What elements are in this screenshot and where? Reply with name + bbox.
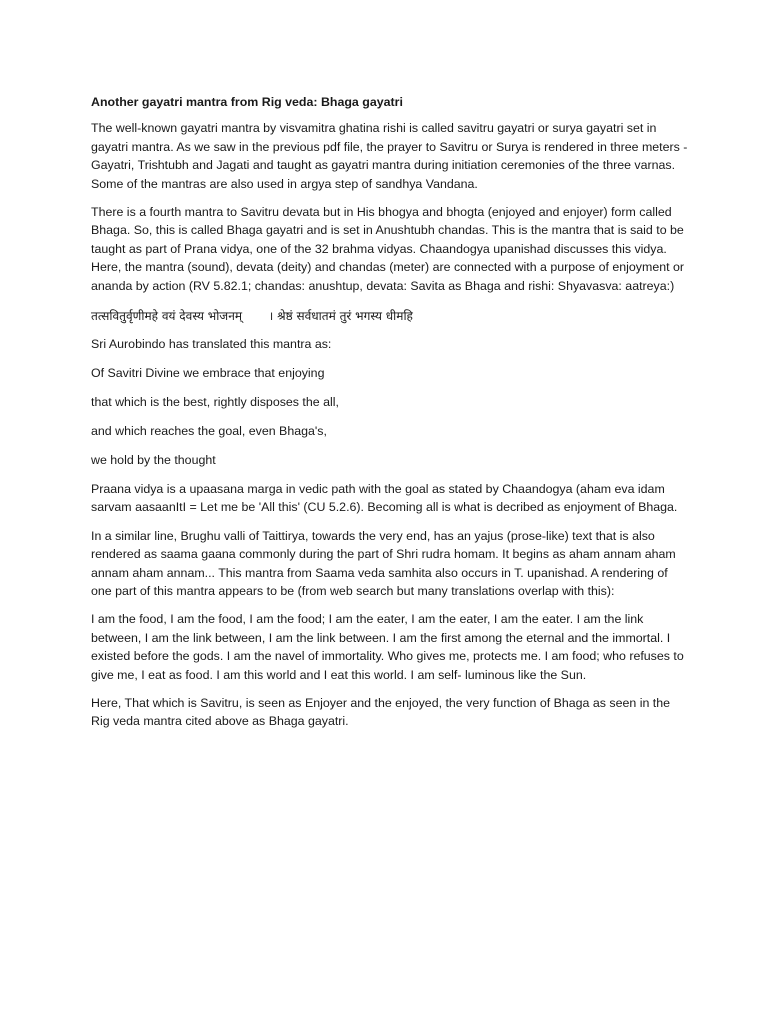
paragraph-conclusion: Here, That which is Savitru, is seen as Enjoyer and the enjoyed, the very function of Bhaga as seen in the Rig veda mantra cited above as Bhaga gayatri. [91,696,671,729]
paragraph-brughu-valli: In a similar line, Brughu valli of Taittirya, towards the very end, has an yajus (prose-like) text that is also rendered as saama gaana commonly during the part of Shri rudra homam. It begins as aham annam aham annam aham annam... This mantra from Saama veda samhita also occurs in T. upanishad. A rendering of one part of this mantra appears to be (from web search but many translations overlap with this): [91,528,676,599]
paragraph-savitru-gayatri: The well-known gayatri mantra by visvamitra ghatina rishi is called savitru gayatri or surya gayatri set in gayatri mantra. As we saw in the previous pdf file, the prayer to Savitru or Surya is rendered in three meters - Gayatri, Trishtubh and Jagati and taught as gayatri mantra during initiation ceremonies of the three varnas. Some of the mantras are also used in argya step of sandhya Vandana. [91,121,688,191]
translation-line-2: that which is the best, rightly disposes the all, [91,395,339,410]
translation-line-4: we hold by the thought [91,453,216,468]
translation-line-1: Of Savitri Divine we embrace that enjoying [91,366,325,381]
paragraph-bhaga: There is a fourth mantra to Savitru devata but in His bhogya and bhogta (enjoyed and enjoyer) form called Bhaga. So, this is called Bhaga gayatri and is set in Anushtubh chandas. This is the mantra that is said to be taught as part of Prana vidya, one of the 32 brahma vidyas. Chaandogya upanishad discusses this vidya. Here, the mantra (sound), devata (deity) and chandas (meter) are connected with a purpose of enjoyment or ananda by action (RV 5.82.1; chandas: anushtup, devata: Savita as Bhaga and rishi: Shyavasva: aatreya:) [91,205,685,293]
document-title: Another gayatri mantra from Rig veda: Bhaga gayatri [91,95,403,109]
sanskrit-mantra: तत्सवितुर्वृणीमहे वयं देवस्य भोजनम् । श्रेष्ठं सर्वधातमं तुरं भगस्य धीमहि [91,309,413,324]
paragraph-praana-vidya: Praana vidya is a upaasana marga in vedic path with the goal as stated by Chaandogya (aham eva idam sarvam aasaanItI = Let me be 'All this' (CU 5.2.6). Becoming all is what is decribed as enjoyment of Bhaga. [91,482,678,515]
translation-line-3: and which reaches the goal, even Bhaga's, [91,424,327,439]
document-body [91,93,691,741]
paragraph-i-am-the-food: I am the food, I am the food, I am the food; I am the eater, I am the eater, I am the eater. I am the link between, I am the link between, I am the link between. I am the first among the eternal and the immortal. I existed before the gods. I am the navel of immortality. Who gives me, protects me. I am food; who refuses to give me, I eat as food. I am this world and I eat this world. I am self- luminous like the Sun. [91,612,684,682]
aurobindo-intro: Sri Aurobindo has translated this mantra as: [91,337,332,352]
